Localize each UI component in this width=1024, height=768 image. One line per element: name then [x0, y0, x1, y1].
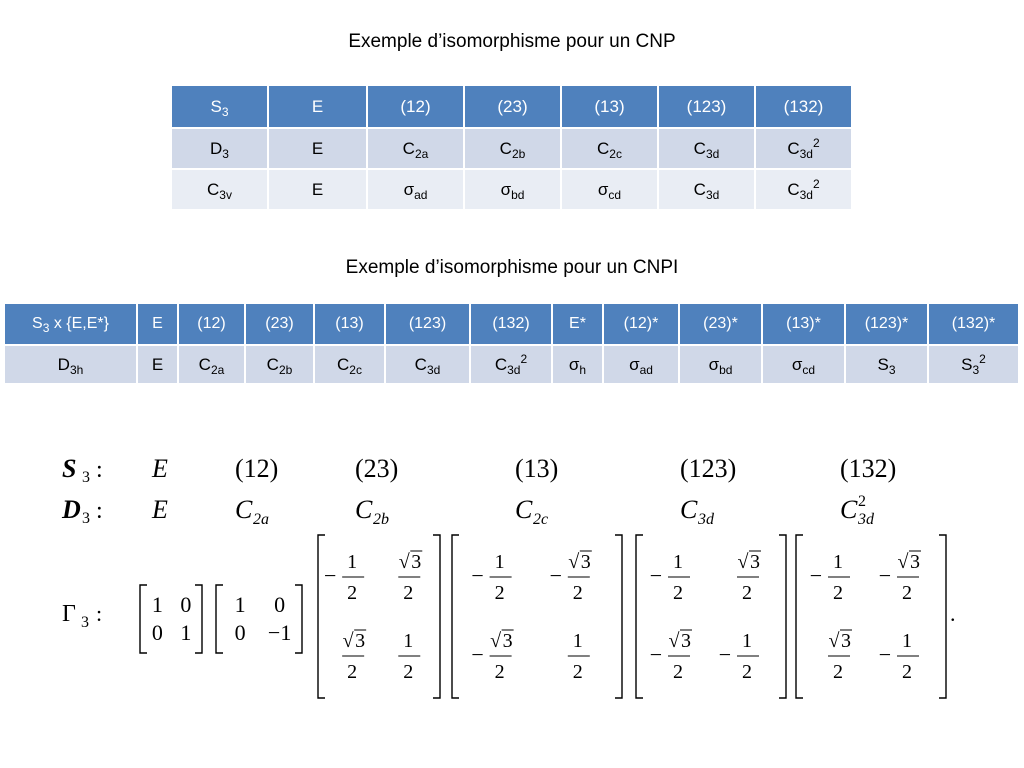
cell-subscript: bd: [719, 362, 733, 377]
cell-subscript: 3: [42, 321, 50, 335]
group-element: E: [152, 495, 168, 524]
table-cell: [762, 345, 845, 384]
table-cell: [367, 169, 464, 210]
header-cell: [171, 85, 268, 128]
cell-subscript: 3d: [426, 362, 441, 377]
header-cell: [268, 85, 367, 128]
cell-base: E: [311, 179, 324, 199]
matrix: [452, 535, 622, 698]
cell-base: (123): [408, 315, 447, 332]
denominator: 2: [494, 661, 505, 683]
cell-base: σ: [791, 354, 803, 374]
matrix-entry: 0: [234, 620, 246, 645]
header-cell: [755, 85, 852, 128]
cell-base: σ: [597, 179, 609, 199]
header-cell: [137, 303, 178, 345]
colon: :: [96, 498, 103, 524]
sqrt-sign: √: [568, 551, 580, 573]
numerator: 3: [355, 630, 366, 652]
header-cell: [464, 85, 561, 128]
minus-sign: −: [549, 563, 563, 588]
cell-subscript: 3v: [219, 187, 232, 202]
denominator: 2: [673, 582, 683, 604]
matrix-entry: 0: [180, 592, 192, 617]
table-cell: [464, 128, 561, 169]
denominator: 2: [572, 582, 583, 604]
matrix-bracket: [615, 535, 622, 698]
table-cell: [679, 345, 762, 384]
matrix-bracket: [216, 585, 223, 653]
group-element: C: [355, 495, 373, 524]
cell-base: C: [337, 354, 350, 374]
header-cell: [928, 303, 1019, 345]
cell-base: C: [414, 354, 427, 374]
cell-base: E: [151, 354, 164, 374]
minus-sign: −: [323, 563, 337, 588]
matrix-entry: 0: [151, 620, 163, 645]
table-row: [4, 345, 1019, 384]
matrix-bracket: [939, 535, 946, 698]
group-element: C: [840, 495, 858, 524]
table-cell: [561, 128, 658, 169]
matrix: [318, 535, 440, 698]
minus-sign: −: [649, 642, 663, 667]
cell-base: C: [198, 354, 211, 374]
cell-subscript: 2a: [414, 146, 429, 161]
table-cell: [755, 128, 852, 169]
cell-base: C: [693, 138, 706, 158]
matrix-entry: 0: [274, 592, 286, 617]
table-cell: [178, 345, 245, 384]
group-element: (23): [355, 454, 399, 483]
cell-subscript: 3d: [799, 146, 813, 161]
numerator: 3: [750, 551, 760, 573]
header-cell: [367, 85, 464, 128]
cell-subscript: 2b: [511, 146, 526, 161]
minus-sign: −: [649, 563, 663, 588]
matrix-entry: −1: [267, 620, 292, 645]
matrix-bracket: [796, 535, 803, 698]
matrix-entry: 1: [180, 620, 192, 645]
numerator: 3: [910, 551, 920, 573]
cell-base: S: [961, 354, 973, 374]
cell-base: C: [207, 179, 220, 199]
minus-sign: −: [878, 563, 892, 588]
table-cell: [171, 128, 268, 169]
sqrt-sign: √: [828, 630, 840, 652]
denominator: 2: [347, 582, 358, 604]
cell-subscript: ad: [639, 362, 653, 377]
cell-superscript: 2: [979, 351, 986, 366]
header-cell: [845, 303, 928, 345]
denominator: 2: [673, 661, 683, 683]
denominator: 2: [494, 582, 505, 604]
table-cell: [658, 169, 755, 210]
cell-base: σ: [403, 179, 415, 199]
cell-base: (12): [197, 315, 226, 332]
cell-base: σ: [500, 179, 512, 199]
denominator: 2: [902, 661, 912, 683]
table-cell: [171, 169, 268, 210]
cell-base: E: [311, 96, 324, 116]
cell-base: σ: [708, 354, 720, 374]
numerator: 3: [681, 630, 691, 652]
header-cell: [762, 303, 845, 345]
group-element: (123): [680, 454, 737, 483]
group-element: C: [515, 495, 533, 524]
matrix-bracket: [140, 585, 147, 653]
denominator: 2: [902, 582, 912, 604]
header-cell: [314, 303, 385, 345]
cell-base: (123)*: [864, 315, 909, 332]
numerator: 1: [403, 630, 414, 652]
numerator: 1: [347, 551, 358, 573]
group-element: (132): [840, 454, 897, 483]
cell-base: E*: [569, 315, 586, 332]
matrix-bracket: [636, 535, 643, 698]
cell-subscript: bd: [511, 187, 525, 202]
cell-subscript: 2b: [278, 362, 293, 377]
title-cnpi: Exemple d’isomorphisme pour un CNPI: [345, 257, 679, 278]
table-cell: [137, 345, 178, 384]
sqrt-sign: √: [398, 551, 410, 573]
matrix-bracket: [318, 535, 325, 698]
table-cell: [552, 345, 603, 384]
table-cnp: [170, 84, 853, 211]
numerator: 1: [572, 630, 583, 652]
cell-base: (12): [400, 96, 431, 116]
matrix: [796, 535, 946, 698]
table-header-row: [4, 303, 1019, 345]
denominator: 2: [403, 582, 414, 604]
table-row: [171, 128, 852, 169]
group-element: C: [235, 495, 253, 524]
cell-base: C: [693, 179, 706, 199]
cell-subscript: 2a: [210, 362, 225, 377]
denominator: 2: [833, 661, 843, 683]
cell-base: C: [787, 138, 800, 158]
group-element-subscript: 2b: [373, 511, 389, 528]
header-cell: [561, 85, 658, 128]
gamma-subscript: 3: [81, 614, 89, 631]
numerator: 1: [494, 551, 505, 573]
table-cell: [367, 128, 464, 169]
colon: :: [96, 601, 103, 626]
cell-subscript: 3: [888, 362, 896, 377]
group-element: C: [680, 495, 698, 524]
table-cell: [755, 169, 852, 210]
cell-base: σ: [629, 354, 640, 374]
cell-subscript: 3h: [69, 362, 84, 377]
header-cell: [385, 303, 470, 345]
group-element-subscript: 3d: [858, 511, 874, 528]
cell-base: S: [877, 354, 889, 374]
minus-sign: −: [471, 563, 484, 588]
denominator: 2: [347, 661, 358, 683]
group-element-superscript: 2: [858, 493, 866, 510]
cell-base: (123): [686, 96, 727, 116]
cell-base: E: [311, 138, 324, 158]
matrix-bracket: [295, 585, 302, 653]
header-cell: [4, 303, 137, 345]
sqrt-sign: √: [342, 630, 354, 652]
table-cell: [658, 128, 755, 169]
sqrt-sign: √: [737, 551, 749, 573]
cell-base: (12)*: [623, 315, 659, 332]
numerator: 3: [502, 630, 513, 652]
numerator: 1: [902, 630, 912, 652]
matrix-entry: 1: [151, 592, 163, 617]
cell-base: σ: [568, 354, 580, 374]
table-cell: [561, 169, 658, 210]
cell-base: C: [787, 179, 800, 199]
isomorphism-equations: [40, 445, 1000, 715]
numerator: 3: [580, 551, 591, 573]
cell-base: (132): [492, 315, 530, 332]
minus-sign: −: [878, 642, 892, 667]
cell-base: C: [597, 138, 610, 158]
numerator: 1: [742, 630, 752, 652]
colon: :: [96, 457, 103, 483]
cell-base: C: [266, 354, 279, 374]
minus-sign: −: [471, 642, 484, 667]
matrix-entry: 1: [234, 592, 246, 617]
header-cell: [658, 85, 755, 128]
cell-subscript: 3: [222, 146, 229, 161]
numerator: 1: [673, 551, 683, 573]
cell-base: (132): [783, 96, 824, 116]
denominator: 2: [742, 582, 752, 604]
row-label-subscript: 3: [82, 510, 90, 527]
cell-base: C: [402, 138, 415, 158]
cell-subscript: 3d: [799, 187, 813, 202]
table-cell: [245, 345, 314, 384]
header-cell: [679, 303, 762, 345]
cell-subscript: 3: [221, 104, 229, 119]
group-element: (12): [235, 454, 279, 483]
cell-base: D: [57, 354, 70, 374]
cell-base: (23): [497, 96, 528, 116]
cell-base: E: [152, 315, 163, 332]
cell-base: D: [210, 138, 223, 158]
cell-subscript: cd: [608, 187, 622, 202]
table-cell: [845, 345, 928, 384]
title-cnp: Exemple d’isomorphisme pour un CNP: [348, 31, 676, 52]
cell-subscript: cd: [802, 362, 816, 377]
table-cnpi: [3, 302, 1020, 385]
cell-base: (23)*: [703, 315, 738, 332]
cell-subscript: 2c: [609, 146, 622, 161]
sqrt-sign: √: [897, 551, 909, 573]
cell-base: (13): [594, 96, 625, 116]
matrix-bracket: [452, 535, 459, 698]
cell-superscript: 2: [812, 135, 820, 150]
cell-subscript: h: [579, 362, 587, 377]
cell-base: S: [210, 96, 222, 116]
table-cell: [385, 345, 470, 384]
matrix-bracket: [195, 585, 202, 653]
gamma-label: Γ: [62, 601, 76, 627]
matrix-bracket: [433, 535, 440, 698]
table-cell: [268, 169, 367, 210]
table-header-row: [171, 85, 852, 128]
cell-base: C: [499, 138, 512, 158]
cell-base: (132)*: [951, 315, 996, 332]
cell-base: (13): [335, 315, 364, 332]
row-label: S: [62, 454, 77, 483]
row-label: D: [62, 495, 81, 524]
cell-base: S: [32, 315, 43, 332]
group-element-subscript: 3d: [698, 511, 714, 528]
numerator: 3: [411, 551, 422, 573]
matrix: [140, 585, 202, 653]
cell-subscript: 3: [972, 362, 980, 377]
cell-text: x {E,E*}: [49, 315, 109, 332]
table-cell: [4, 345, 137, 384]
cell-superscript: 2: [812, 176, 820, 191]
sqrt-sign: √: [668, 630, 680, 652]
denominator: 2: [403, 661, 414, 683]
header-cell: [178, 303, 245, 345]
cell-subscript: ad: [414, 187, 428, 202]
table-cell: [603, 345, 679, 384]
matrix: [216, 585, 302, 653]
minus-sign: −: [809, 563, 823, 588]
denominator: 2: [742, 661, 752, 683]
group-element-subscript: 2c: [533, 511, 549, 528]
minus-sign: −: [718, 642, 732, 667]
table-cell: [464, 169, 561, 210]
cell-superscript: 2: [520, 351, 528, 366]
cell-subscript: 3d: [705, 187, 720, 202]
header-cell: [552, 303, 603, 345]
matrix: [636, 535, 786, 698]
cell-base: C: [494, 354, 508, 374]
sqrt-sign: √: [490, 630, 502, 652]
table-cell: [470, 345, 552, 384]
table-cell: [928, 345, 1019, 384]
header-cell: [603, 303, 679, 345]
group-element: (13): [515, 454, 559, 483]
cell-subscript: 3d: [507, 362, 521, 377]
table-cell: [268, 128, 367, 169]
row-label-subscript: 3: [82, 469, 90, 486]
cell-subscript: 3d: [705, 146, 720, 161]
group-element: E: [152, 454, 168, 483]
denominator: 2: [572, 661, 583, 683]
table-row: [171, 169, 852, 210]
header-cell: [470, 303, 552, 345]
period: .: [950, 601, 956, 626]
cell-base: (13)*: [786, 315, 821, 332]
group-element-subscript: 2a: [253, 511, 269, 528]
cell-subscript: 2c: [349, 362, 362, 377]
table-cell: [314, 345, 385, 384]
header-cell: [245, 303, 314, 345]
numerator: 1: [833, 551, 843, 573]
matrix-bracket: [779, 535, 786, 698]
numerator: 3: [841, 630, 851, 652]
denominator: 2: [833, 582, 843, 604]
cell-base: (23): [265, 315, 294, 332]
